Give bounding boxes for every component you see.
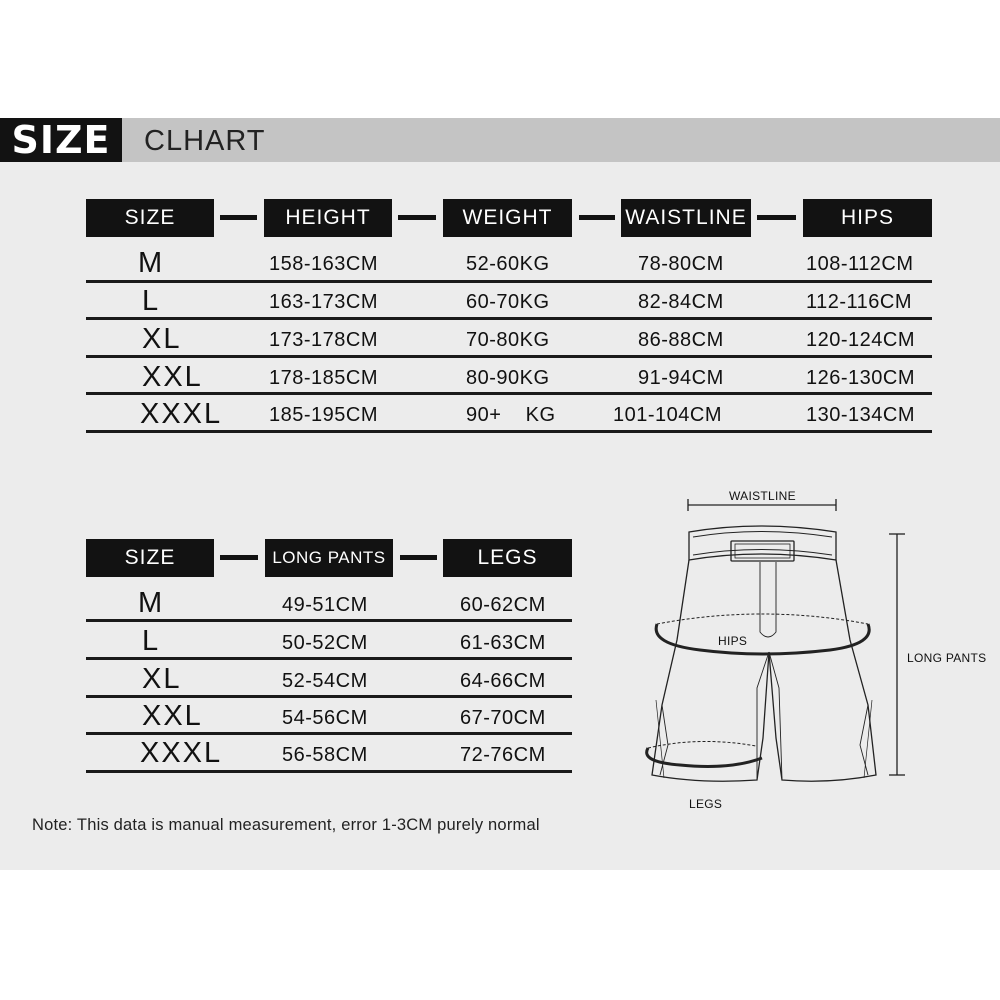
table1-cell-waistline: 78-80CM — [638, 253, 724, 275]
table2-cell-legs: 72-76CM — [460, 744, 546, 766]
row-separator — [86, 317, 932, 320]
measurement-note: Note: This data is manual measurement, error 1-3CM purely normal — [32, 816, 540, 834]
table2-cell-size: M — [138, 587, 165, 619]
legs-measure-back — [648, 741, 756, 748]
table1-header-height: HEIGHT — [264, 199, 392, 237]
table1-cell-size: L — [142, 285, 161, 317]
table2-header-long-pants: LONG PANTS — [265, 539, 393, 577]
title-badge: SIZE — [0, 118, 122, 162]
table2-cell-size: XXXL — [140, 737, 223, 769]
hips-label: HIPS — [718, 634, 748, 648]
table2-cell-legs: 60-62CM — [460, 594, 546, 616]
long-pants-label: LONG PANTS — [907, 651, 987, 665]
header-connector — [220, 215, 257, 220]
header-connector — [400, 555, 437, 560]
table1-cell-height: 178-185CM — [269, 367, 379, 389]
table1-cell-size: M — [138, 247, 165, 279]
side-slit-right — [860, 705, 868, 775]
table2-header-size: SIZE — [86, 539, 214, 577]
row-separator — [86, 280, 932, 283]
table2-cell-legs: 64-66CM — [460, 670, 546, 692]
table1-cell-size: XXL — [142, 361, 203, 393]
waistband-tab-stitch — [735, 544, 790, 558]
page-title: CLHART — [144, 125, 266, 157]
table2-cell-size: XL — [142, 663, 182, 695]
table1-cell-size: XXXL — [140, 398, 223, 430]
table1-header-weight: WEIGHT — [443, 199, 572, 237]
table2-cell-legs: 67-70CM — [460, 707, 546, 729]
table1-cell-size: XL — [142, 323, 182, 355]
table1-cell-hips: 108-112CM — [806, 253, 914, 275]
table1-cell-weight: 80-90KG — [466, 367, 550, 389]
table1-cell-hips: 130-134CM — [806, 404, 916, 426]
shorts-diagram — [620, 480, 1000, 820]
table2-cell-legs: 61-63CM — [460, 632, 546, 654]
shorts-outline — [652, 560, 876, 781]
table1-cell-height: 185-195CM — [269, 404, 379, 426]
table1-cell-waistline: 101-104CM — [613, 404, 723, 426]
header-connector — [757, 215, 796, 220]
table1-cell-weight: 70-80KG — [466, 329, 550, 351]
table1-cell-height: 158-163CM — [269, 253, 379, 275]
table2-cell-long-pants: 54-56CM — [282, 707, 368, 729]
legs-measure-front — [647, 748, 762, 766]
row-separator — [86, 355, 932, 358]
table2-cell-long-pants: 56-58CM — [282, 744, 368, 766]
table1-cell-waistline: 82-84CM — [638, 291, 724, 313]
table1-cell-hips: 112-116CM — [806, 291, 913, 313]
table1-cell-hips: 126-130CM — [806, 367, 916, 389]
waistband-stitch — [693, 532, 832, 538]
header-connector — [398, 215, 436, 220]
header-connector — [220, 555, 258, 560]
table2-cell-long-pants: 52-54CM — [282, 670, 368, 692]
table1-header-waistline: WAISTLINE — [621, 199, 751, 237]
table1-cell-weight: 60-70KG — [466, 291, 550, 313]
table1-cell-weight: 90+ KG — [466, 404, 556, 426]
table1-cell-height: 163-173CM — [269, 291, 379, 313]
table1-cell-height: 173-178CM — [269, 329, 379, 351]
table2-cell-size: L — [142, 625, 161, 657]
hem-stitch-right — [864, 700, 872, 778]
legs-label: LEGS — [689, 797, 723, 811]
row-separator — [86, 392, 932, 395]
shorts-fly — [760, 562, 776, 637]
table2-cell-size: XXL — [142, 700, 203, 732]
row-separator — [86, 770, 572, 773]
table1-cell-hips: 120-124CM — [806, 329, 916, 351]
hips-measure-front — [656, 624, 869, 654]
table1-cell-weight: 52-60KG — [466, 253, 550, 275]
waistline-label: WAISTLINE — [729, 489, 796, 503]
header-connector — [579, 215, 615, 220]
table2-header-legs: LEGS — [443, 539, 572, 577]
table1-header-size: SIZE — [86, 199, 214, 237]
table1-cell-waistline: 86-88CM — [638, 329, 724, 351]
table1-header-hips: HIPS — [803, 199, 932, 237]
table1-cell-waistline: 91-94CM — [638, 367, 724, 389]
table2-cell-long-pants: 49-51CM — [282, 594, 368, 616]
hips-measure-back — [657, 614, 868, 624]
table2-cell-long-pants: 50-52CM — [282, 632, 368, 654]
